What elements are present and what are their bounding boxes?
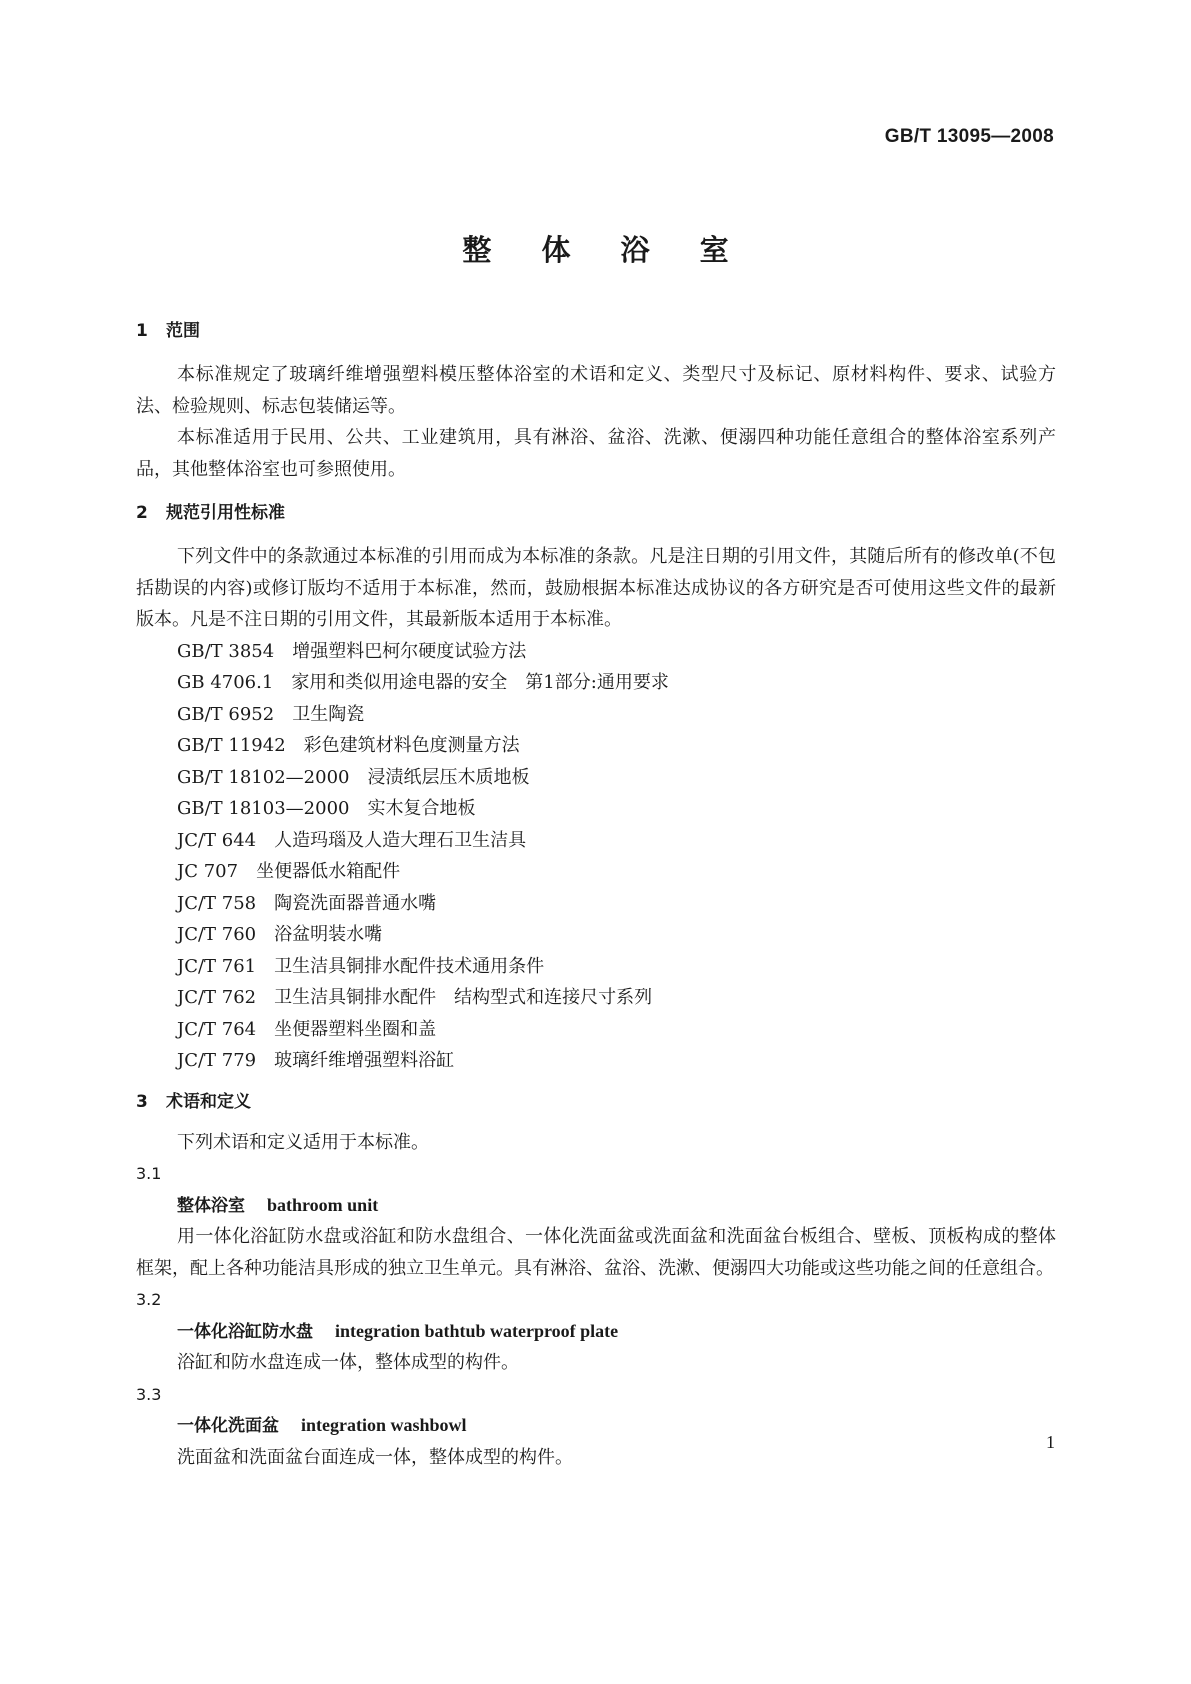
reference-title: 坐便器低水箱配件 <box>256 861 401 882</box>
paragraph: 下列文件中的条款通过本标准的引用而成为本标准的条款。凡是注日期的引用文件，其随后所有的修改单(不包括勘误的内容)或修订版均不适用于本标准，然而，鼓励根据本标准达成协议的各方研究是否可使用这些文件的最新版本。凡是不注日期的引用文件，其最新版本适用于本标准。 <box>136 546 1056 630</box>
reference-code: GB 4706.1 <box>177 672 274 693</box>
term-heading <box>136 1316 1056 1348</box>
term-heading <box>136 1410 1056 1442</box>
term-number: 3.1 <box>136 1164 162 1183</box>
reference-item <box>136 919 1056 951</box>
section-terms-definitions <box>136 1091 1056 1474</box>
paragraph: 本标准适用于民用、公共、工业建筑用，具有淋浴、盆浴、洗漱、便溺四种功能任意组合的整体浴室系列产品，其他整体浴室也可参照使用。 <box>136 427 1056 480</box>
section-normative-references <box>136 502 1056 1077</box>
reference-code: JC/T 762 <box>177 987 257 1008</box>
reference-title: 卫生洁具铜排水配件 结构型式和连接尺寸系列 <box>274 987 653 1008</box>
reference-item <box>136 888 1056 920</box>
reference-item <box>136 730 1056 762</box>
reference-code: GB/T 6952 <box>177 703 275 725</box>
reference-title: 浸渍纸层压木质地板 <box>367 766 530 788</box>
reference-title: 卫生陶瓷 <box>292 703 365 725</box>
reference-code: GB/T 18103—2000 <box>177 798 350 819</box>
term-chinese: 整体浴室 <box>177 1195 245 1216</box>
term-number: 3.2 <box>136 1290 162 1309</box>
reference-title: 陶瓷洗面器普通水嘴 <box>274 892 437 914</box>
section-scope <box>136 320 1056 485</box>
section-heading <box>136 1091 1056 1113</box>
reference-code: JC 707 <box>177 861 239 882</box>
page-number: 1 <box>1046 1432 1055 1452</box>
reference-code: GB/T 18102—2000 <box>177 766 350 788</box>
reference-item <box>136 951 1056 983</box>
section-number: 1 <box>136 321 148 341</box>
reference-code: GB/T 11942 <box>177 735 286 756</box>
reference-title: 家用和类似用途电器的安全 第1部分:通用要求 <box>291 672 669 693</box>
reference-title: 人造玛瑙及人造大理石卫生洁具 <box>274 829 527 851</box>
reference-item <box>136 762 1056 794</box>
reference-title: 玻璃纤维增强塑料浴缸 <box>274 1050 455 1071</box>
document-body <box>136 320 1056 1473</box>
reference-item <box>136 1014 1056 1046</box>
reference-title: 卫生洁具铜排水配件技术通用条件 <box>274 955 545 977</box>
reference-item <box>136 636 1056 668</box>
term-chinese: 一体化浴缸防水盘 <box>177 1321 313 1342</box>
reference-title: 实木复合地板 <box>367 798 476 819</box>
paragraph: 下列术语和定义适用于本标准。 <box>177 1131 429 1153</box>
reference-code: JC/T 764 <box>177 1018 257 1040</box>
reference-item <box>136 825 1056 857</box>
term-english: bathroom unit <box>267 1194 379 1215</box>
section-heading <box>136 502 1056 524</box>
reference-item <box>136 699 1056 731</box>
reference-item <box>136 667 1056 699</box>
section-number: 3 <box>136 1091 148 1112</box>
reference-code: JC/T 761 <box>177 955 257 977</box>
reference-code: GB/T 3854 <box>177 640 275 662</box>
reference-code: JC/T 779 <box>177 1050 257 1071</box>
reference-title: 增强塑料巴柯尔硬度试验方法 <box>292 640 527 662</box>
standard-code: GB/T 13095—2008 <box>884 126 1054 147</box>
reference-item <box>136 1045 1056 1077</box>
reference-item <box>136 793 1056 825</box>
term-heading <box>136 1190 1056 1222</box>
term-english: integration bathtub waterproof plate <box>335 1320 619 1341</box>
term-definition: 浴缸和防水盘连成一体，整体成型的构件。 <box>177 1352 519 1373</box>
paragraph: 本标准规定了玻璃纤维增强塑料模压整体浴室的术语和定义、类型尺寸及标记、原材料构件、要求、试验方法、检验规则、标志包装储运等。 <box>136 364 1056 417</box>
term-number: 3.3 <box>136 1384 162 1404</box>
reference-title: 浴盆明装水嘴 <box>274 924 383 945</box>
section-title: 范围 <box>166 321 200 341</box>
reference-title: 彩色建筑材料色度测量方法 <box>303 735 520 756</box>
section-heading <box>136 320 1056 342</box>
reference-title: 坐便器塑料坐圈和盖 <box>274 1018 437 1040</box>
term-chinese: 一体化洗面盆 <box>177 1416 279 1436</box>
reference-item <box>136 856 1056 888</box>
reference-code: JC/T 758 <box>177 892 257 914</box>
reference-code: JC/T 644 <box>177 829 257 851</box>
section-number: 2 <box>136 503 148 523</box>
reference-code: JC/T 760 <box>177 924 257 945</box>
term-definition: 用一体化浴缸防水盘或浴缸和防水盘组合、一体化洗面盆或洗面盆和洗面盆台板组合、壁板、顶板构成的整体框架，配上各种功能洁具形成的独立卫生单元。具有淋浴、盆浴、洗漱、便溺四大功能或这些功能之间的任意组合。 <box>136 1226 1056 1279</box>
section-title: 规范引用性标准 <box>166 503 285 523</box>
term-english: integration washbowl <box>301 1415 467 1435</box>
section-title: 术语和定义 <box>166 1091 251 1112</box>
term-definition: 洗面盆和洗面盆台面连成一体，整体成型的构件。 <box>177 1446 573 1468</box>
reference-item <box>136 982 1056 1014</box>
document-title: 整 体 浴 室 <box>462 233 749 267</box>
